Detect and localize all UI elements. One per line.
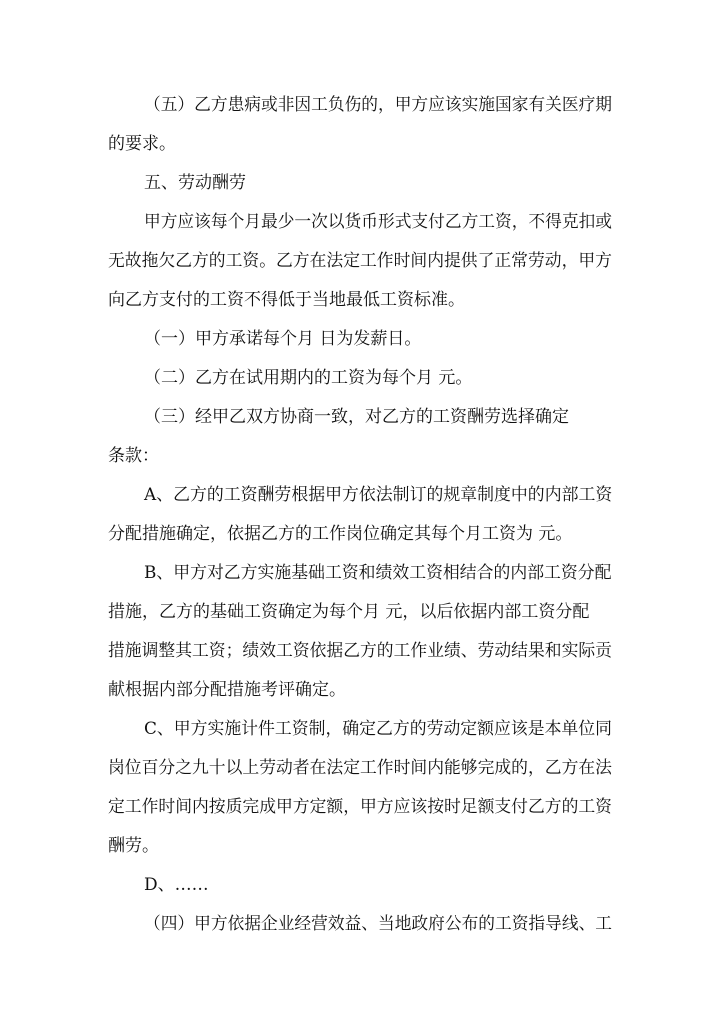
paragraph-line: （五）乙方患病或非因工负伤的，甲方应该实施国家有关医疗期 — [144, 95, 613, 115]
paragraph-line: 措施，乙方的基础工资确定为每个月 元，以后依据内部工资分配 — [108, 602, 590, 622]
paragraph-line: 献根据内部分配措施考评确定。 — [108, 680, 346, 700]
paragraph-line: A、乙方的工资酬劳根据甲方依法制订的规章制度中的内部工资 — [144, 485, 613, 505]
paragraph-line: 岗位百分之九十以上劳动者在法定工作时间内能够完成的，乙方在法 — [108, 758, 612, 778]
paragraph-line: 无故拖欠乙方的工资。乙方在法定工作时间内提供了正常劳动，甲方 — [108, 251, 612, 271]
paragraph-line: 酬劳。 — [108, 836, 159, 856]
paragraph-line: 的要求。 — [108, 134, 176, 154]
paragraph-line: 甲方应该每个月最少一次以货币形式支付乙方工资，不得克扣或 — [144, 212, 613, 232]
paragraph-line: （三）经甲乙双方协商一致，对乙方的工资酬劳选择确定 — [144, 407, 569, 427]
paragraph-line: （一）甲方承诺每个月 日为发薪日。 — [144, 329, 422, 349]
paragraph-line: 条款： — [108, 446, 159, 466]
paragraph-line: 向乙方支付的工资不得低于当地最低工资标准。 — [108, 290, 465, 310]
paragraph-line: D、…… — [144, 875, 209, 895]
paragraph-line: 分配措施确定，依据乙方的工作岗位确定其每个月工资为 元。 — [108, 524, 573, 544]
paragraph-line: （二）乙方在试用期内的工资为每个月 元。 — [144, 368, 473, 388]
paragraph-line: 措施调整其工资；绩效工资依据乙方的工作业绩、劳动结果和实际贡 — [108, 641, 612, 661]
paragraph-line: C、甲方实施计件工资制，确定乙方的劳动定额应该是本单位同 — [144, 719, 613, 739]
paragraph-line: 定工作时间内按质完成甲方定额，甲方应该按时足额支付乙方的工资 — [108, 797, 612, 817]
section-heading: 五、劳动酬劳 — [144, 173, 246, 193]
paragraph-line: （四）甲方依据企业经营效益、当地政府公布的工资指导线、工 — [144, 914, 613, 934]
paragraph-line: B、甲方对乙方实施基础工资和绩效工资相结合的内部工资分配 — [144, 563, 612, 583]
